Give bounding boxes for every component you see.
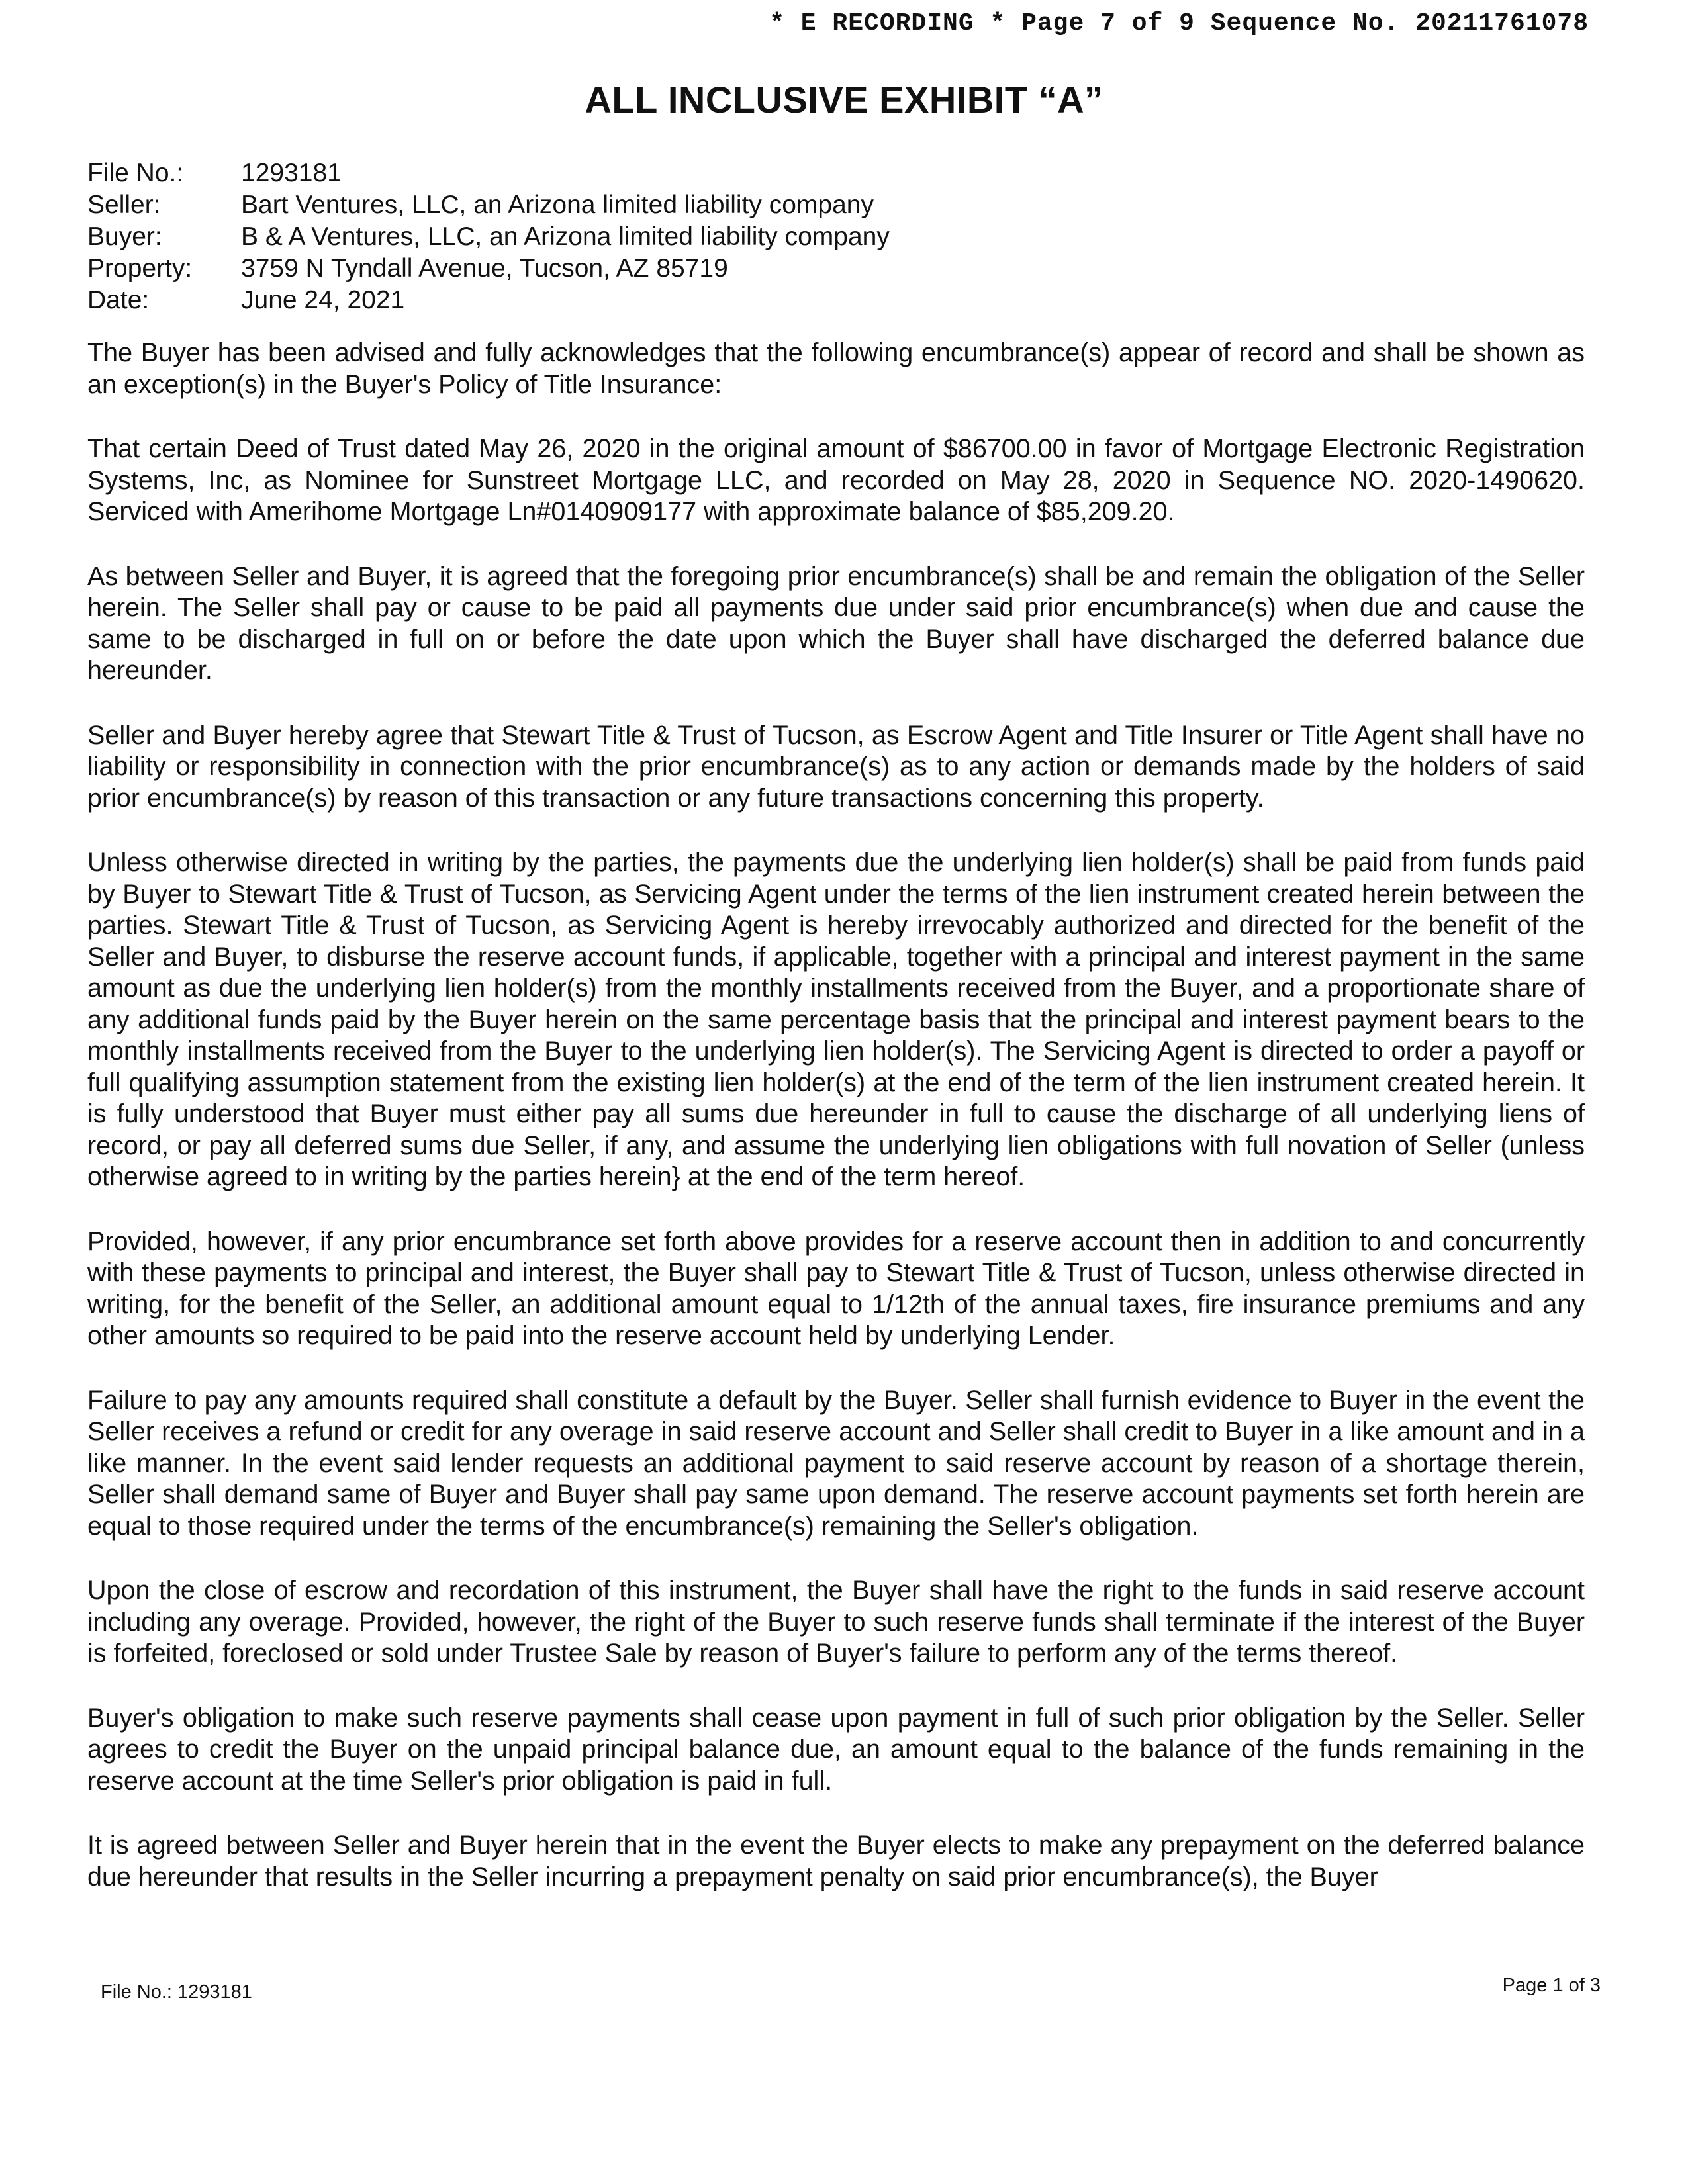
- paragraph-reserve-funds-rights: Upon the close of escrow and recordation of this instrument, the Buyer shall have the right to the funds in said reserve account including any overage. Provided, however, the right of the Buyer to such reserve funds shall terminate if the interest of the Buyer is forfeited, foreclosed or sold under Trustee Sale by reason of Buyer's failure to perform any of the terms thereof.: [87, 1576, 1585, 1668]
- paragraph-default: Failure to pay any amounts required shall constitute a default by the Buyer. Seller shall furnish evidence to Buyer in the event the Seller receives a refund or credit for any overage in said reserve account and Seller shall credit to Buyer in a like amount and in a like manner. In the event said lender requests an additional payment to said reserve account by reason of a shortage therein, Seller shall demand same of Buyer and Buyer shall pay same upon demand. The reserve account payments set forth herein are equal to those required under the terms of the encumbrance(s) remaining the Seller's obligation.: [87, 1385, 1585, 1541]
- recording-header: * E RECORDING * Page 7 of 9 Sequence No. 20211761078: [769, 9, 1589, 38]
- meta-row-file-no: [87, 158, 890, 189]
- paragraph-reserve-payments-cease: Buyer's obligation to make such reserve payments shall cease upon payment in full of such prior obligation by the Seller. Seller agrees to credit the Buyer on the unpaid principal balance due, an amount equal to the balance of the funds remaining in the reserve account at the time Seller's prior obligation is paid in full.: [87, 1703, 1585, 1796]
- meta-label: Buyer:: [87, 222, 162, 251]
- meta-label: Seller:: [87, 191, 161, 219]
- paragraph-deed-of-trust: That certain Deed of Trust dated May 26, 2020 in the original amount of $86700.00 in favor of Mortgage Electronic Registration Systems, Inc, as Nominee for Sunstreet Mortgage LLC, and recorded on May 28, 2020 in Sequence NO. 2020-1490620. Serviced with Amerihome Mortgage Ln#0140909177 with approximate balance of $85,209.20.: [87, 434, 1585, 526]
- footer-page-number: Page 1 of 3: [1502, 1975, 1601, 1996]
- page-title: ALL INCLUSIVE EXHIBIT “A”: [585, 79, 1103, 120]
- meta-row-property: [87, 253, 890, 285]
- footer-file-number: File No.: 1293181: [101, 1981, 252, 2003]
- meta-value: June 24, 2021: [241, 286, 405, 314]
- paragraph-prepayment: It is agreed between Seller and Buyer herein that in the event the Buyer elects to make any prepayment on the deferred balance due hereunder that results in the Seller incurring a prepayment penalty on said prior encumbrance(s), the Buyer: [87, 1831, 1585, 1891]
- meta-row-buyer: [87, 221, 890, 253]
- paragraph-acknowledgement: The Buyer has been advised and fully acknowledges that the following encumbrance(s) appear of record and shall be shown as an exception(s) in the Buyer's Policy of Title Insurance:: [87, 338, 1585, 399]
- meta-label: Date:: [87, 286, 150, 314]
- meta-value: 3759 N Tyndall Avenue, Tucson, AZ 85719: [241, 254, 728, 283]
- paragraph-reserve-account: Provided, however, if any prior encumbrance set forth above provides for a reserve account then in addition to and concurrently with these payments to principal and interest, the Buyer shall pay to Stewart Title & Trust of Tucson, unless otherwise directed in writing, for the benefit of the Seller, an additional amount equal to 1/12th of the annual taxes, fire insurance premiums and any other amounts so required to be paid into the reserve account held by underlying Lender.: [87, 1226, 1585, 1350]
- meta-value: 1293181: [241, 159, 342, 187]
- meta-row-date: [87, 285, 890, 316]
- document-body: [87, 338, 1585, 1926]
- meta-value: Bart Ventures, LLC, an Arizona limited liability company: [241, 191, 874, 219]
- file-metadata: [87, 158, 890, 316]
- paragraph-seller-obligation: As between Seller and Buyer, it is agreed that the foregoing prior encumbrance(s) shall be and remain the obligation of the Seller herein. The Seller shall pay or cause to be paid all payments due under said prior encumbrance(s) when due and cause the same to be discharged in full on or before the date upon which the Buyer shall have discharged the deferred balance due hereunder.: [87, 561, 1585, 685]
- paragraph-escrow-liability: Seller and Buyer hereby agree that Stewart Title & Trust of Tucson, as Escrow Agent and Title Insurer or Title Agent shall have no liability or responsibility in connection with the prior encumbrance(s) as to any action or demands made by the holders of said prior encumbrance(s) by reason of this transaction or any future transactions concerning this property.: [87, 720, 1585, 813]
- meta-label: File No.:: [87, 159, 184, 187]
- meta-row-seller: [87, 189, 890, 221]
- meta-value: B & A Ventures, LLC, an Arizona limited liability company: [241, 222, 890, 251]
- paragraph-servicing-agent: Unless otherwise directed in writing by the parties, the payments due the underlying lien holder(s) shall be paid from funds paid by Buyer to Stewart Title & Trust of Tucson, as Servicing Agent under the terms of the lien instrument created herein between the parties. Stewart Title & Trust of Tucson, as Servicing Agent is hereby irrevocably authorized and directed for the benefit of the Seller and Buyer, to disburse the reserve account funds, if applicable, together with a principal and interest payment in the same amount as due the underlying lien holder(s) from the monthly installments received from the Buyer, and a proportionate share of any additional funds paid by the Buyer herein on the same percentage basis that the principal and interest payment bears to the monthly installments received from the Buyer to the underlying lien holder(s). The Servicing Agent is directed to order a payoff or full qualifying assumption statement from the existing lien holder(s) at the end of the term of the lien instrument created herein. It is fully understood that Buyer must either pay all sums due hereunder in full to cause the discharge of all underlying liens of record, or pay all deferred sums due Seller, if any, and assume the underlying lien obligations with full novation of Seller (unless otherwise agreed to in writing by the parties herein} at the end of the term hereof.: [87, 848, 1585, 1191]
- meta-label: Property:: [87, 254, 193, 283]
